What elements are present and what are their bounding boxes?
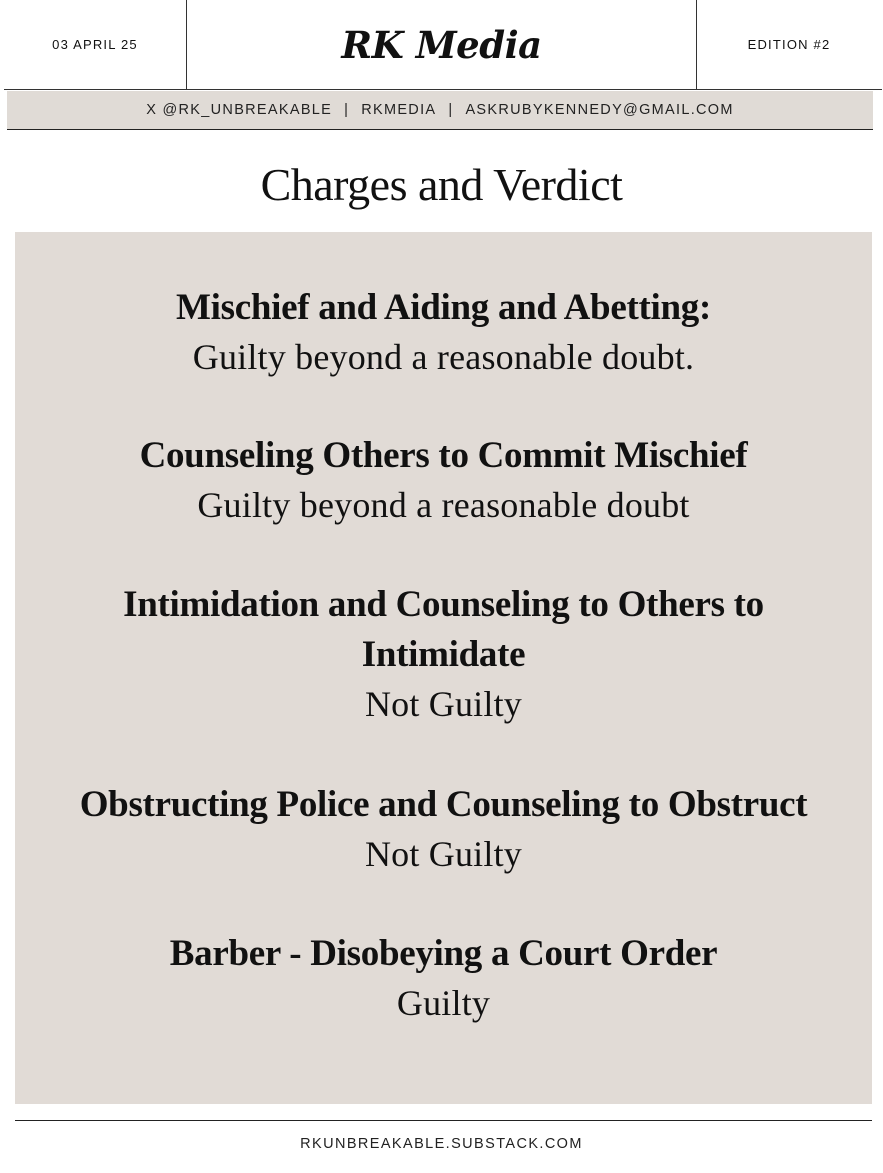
charge-item [15,929,872,1027]
charge-name: Mischief and Aiding and Abetting: [176,287,711,328]
charge-verdict: Guilty beyond a reasonable doubt. [192,337,695,377]
charge-item [15,431,872,529]
brand-name: RKMEDIA [361,102,437,118]
charge-verdict: Not Guilty [364,834,522,874]
charge-item [15,283,872,381]
twitter-handle[interactable]: X @RK_UNBREAKABLE [146,102,333,118]
charge-item [15,580,872,728]
footer-url[interactable]: RKUNBREAKABLE.SUBSTACK.COM [300,1136,583,1152]
issue-date: 03 APRIL 25 [52,37,138,52]
charge-name: Barber - Disobeying a Court Order [169,933,718,974]
edition-number: EDITION #2 [747,37,831,52]
charge-verdict: Not Guilty [364,684,522,724]
charge-item [15,780,872,878]
separator: | [344,102,350,118]
charge-name: Intimidation and Counseling to Others to Intimidate [123,584,764,675]
separator: | [448,102,454,118]
page-title: Charges and Verdict [260,159,623,210]
contact-email[interactable]: ASKRUBYKENNEDY@GMAIL.COM [465,102,734,118]
charge-name: Counseling Others to Commit Mischief [139,435,748,476]
masthead-title-cell [186,0,697,89]
charge-verdict: Guilty beyond a reasonable doubt [197,485,690,525]
contact-strip [7,91,873,130]
charge-name: Obstructing Police and Counseling to Obstruct [79,784,808,825]
footer-divider [15,1120,872,1121]
masthead [4,0,882,90]
charges-panel [15,232,872,1104]
charge-verdict: Guilty [396,983,491,1023]
publication-title: RK Media [341,22,542,67]
